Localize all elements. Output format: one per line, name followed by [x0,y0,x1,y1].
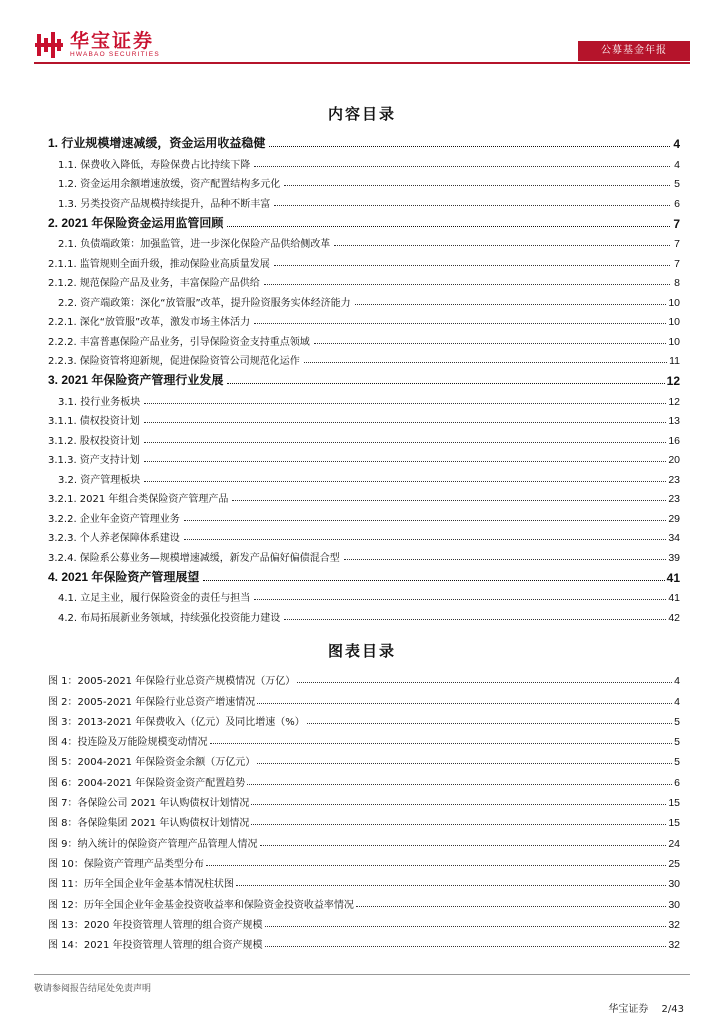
dot-leader [304,362,667,363]
dot-leader [257,763,672,764]
figure-entry-page: 24 [668,837,680,850]
toc-subsection[interactable] [48,486,680,506]
dot-leader [144,461,667,462]
toc-chapter-label: 3. 2021 年保险资产管理行业发展 [48,373,224,387]
dot-leader [356,906,666,907]
toc-section-label: 3.2. 资产管理板块 [58,474,141,486]
toc-subsection[interactable] [48,505,680,525]
dot-leader [144,481,666,482]
dot-leader [203,580,664,581]
dot-leader [260,845,667,846]
toc-section[interactable] [48,190,680,210]
toc-subsection-label: 3.1.1. 债权投资计划 [48,416,140,427]
toc-subsection-label: 2.2.3. 保险资管将迎新规，促进保险资管公司规范化运作 [48,356,300,367]
toc-subsection-label: 3.2.4. 保险系公募业务—规模增速减缓，新发产品偏好偏债混合型 [48,552,340,564]
figure-entry-label: 图 6：2004-2021 年保险资金资产配置趋势 [48,777,246,789]
toc-chapter[interactable] [48,564,680,585]
toc-subsection-label: 3.2.1. 2021 年组合类保险资产管理产品 [48,494,229,505]
toc-subsection[interactable] [48,348,680,368]
dot-leader [236,885,666,886]
toc-section-label: 1.2. 资金运用余额增速放缓，资产配置结构多元化 [58,179,281,190]
footer-divider [34,974,690,975]
dot-leader [274,205,670,206]
toc-section[interactable] [48,151,680,171]
figure-entry-page: 4 [674,695,680,708]
toc-chapter-label: 4. 2021 年保险资产管理展望 [48,569,200,584]
toc-section-page: 5 [674,178,680,190]
figure-entry[interactable] [48,890,680,910]
dot-leader [334,245,670,246]
toc-section-page: 42 [668,611,680,624]
toc-section[interactable] [48,604,680,624]
header-divider [34,62,690,64]
toc-section[interactable] [48,466,680,486]
dot-leader [251,804,666,805]
dot-leader [269,146,670,147]
toc-subsection-label: 2.1.2. 规范保险产品及业务，丰富保险产品供给 [48,278,260,289]
toc-section-page: 41 [668,592,680,604]
figure-entry-label: 图 1：2005-2021 年保险行业总资产规模情况（万亿） [48,676,296,688]
figure-entry-label: 图 2：2005-2021 年保险行业总资产增速情况 [48,696,256,708]
toc-chapter-label: 2. 2021 年保险资金运用监管回顾 [48,215,224,230]
toc-subsection-page: 34 [668,532,680,544]
toc-subsection-label: 2.1.1. 监管规则全面升级，推动保险业高质量发展 [48,258,270,270]
figure-entry-page: 6 [674,776,680,789]
toc-section-label: 2.2. 资产端政策：深化“放管服”改革，提升险资服务实体经济能力 [58,297,351,309]
toc-section[interactable] [48,289,680,309]
toc-subsection-page: 39 [668,551,680,564]
toc-subsection-label: 2.2.2. 丰富普惠保险产品业务，引导保险资金支持重点领域 [48,336,310,348]
page-number: 2/43 [661,1004,684,1015]
toc-section-page: 4 [674,158,680,171]
figure-entry-label: 图 5：2004-2021 年保险资金余额（万亿元） [48,757,256,769]
dot-leader [184,539,667,540]
dot-leader [344,559,667,560]
figure-entry-label: 图 4：投连险及万能险规模变动情况 [48,737,208,749]
toc-section-page: 7 [674,238,680,250]
figure-entry[interactable] [48,870,680,890]
toc-section-page: 12 [668,395,680,408]
toc-subsection-page: 13 [668,415,680,427]
dot-leader [144,442,667,443]
dot-leader [297,682,672,683]
figure-entry-label: 图 14：2021 年投资管理人管理的组合资产规模 [48,940,263,952]
dot-leader [265,926,667,927]
toc-subsection-page: 10 [668,335,680,348]
toc-subsection-page: 7 [674,257,680,270]
brand-name-cn: 华宝证券 [70,30,155,52]
figure-entry[interactable] [48,911,680,931]
toc-section-label: 3.1. 投行业务板块 [58,396,141,408]
toc-chapter[interactable] [48,210,680,231]
footer-brand: 华宝证券 [608,1004,649,1015]
figure-entry[interactable] [48,931,680,951]
brand-logo [34,30,160,60]
figure-entry[interactable] [48,708,680,728]
toc-subsection-page: 23 [668,493,680,505]
figure-entry-label: 图 12：历年全国企业年金基金投资收益率和保险资金投资收益率情况 [48,899,354,911]
dot-leader [247,784,672,785]
figure-entry[interactable] [48,850,680,870]
figure-entry-page: 5 [674,736,680,749]
dot-leader [314,343,667,344]
toc-subsection-label: 3.1.3. 资产支持计划 [48,455,140,466]
toc-subsection-label: 3.2.2. 企业年金资产管理业务 [48,513,180,525]
toc-section[interactable] [48,585,680,605]
figure-entry-page: 32 [668,939,680,952]
toc-subsection-label: 3.2.3. 个人养老保障体系建设 [48,533,180,544]
dot-leader [265,946,667,947]
dot-leader [227,226,670,227]
dot-leader [254,599,666,600]
toc-section-label: 1.1. 保费收入降低，寿险保费占比持续下降 [58,159,251,171]
figure-entry[interactable] [48,829,680,849]
dot-leader [355,304,667,305]
page-header [0,0,724,70]
toc-section-label: 2.1. 负债端政策：加强监管，进一步深化保险产品供给侧改革 [58,239,331,250]
toc-subsection[interactable] [48,270,680,290]
dot-leader [257,703,672,704]
figure-entry-page: 32 [668,918,680,931]
toc-subsection[interactable] [48,309,680,329]
figure-entry-label: 图 13：2020 年投资管理人管理的组合资产规模 [48,919,263,931]
figure-entry[interactable] [48,687,680,707]
figure-entry-page: 4 [674,675,680,688]
toc-section-page: 10 [668,296,680,309]
figure-entry-page: 25 [668,857,680,870]
toc-subsection[interactable] [48,427,680,447]
toc-section-page: 6 [674,197,680,210]
toc-section[interactable] [48,388,680,408]
toc-chapter-page: 41 [666,570,680,585]
figure-entry[interactable] [48,667,680,687]
dot-leader [144,403,666,404]
disclaimer-note: 敬请参阅报告结尾处免责声明 [34,984,152,994]
dot-leader [274,265,670,266]
dot-leader [210,743,673,744]
figure-entry-page: 30 [668,898,680,911]
figure-list-title: 图表目录 [327,642,396,660]
toc-subsection-label: 3.1.2. 股权投资计划 [48,435,140,447]
figure-entry[interactable] [48,748,680,768]
figure-entry-page: 15 [668,817,680,830]
toc-chapter[interactable] [48,367,680,388]
figure-entry-page: 30 [668,878,680,891]
table-of-contents [48,130,680,624]
report-type-badge: 公募基金年报 [578,41,690,61]
dot-leader [284,619,666,620]
toc-subsection-page: 16 [668,434,680,447]
toc-chapter-page: 7 [673,216,680,231]
toc-section-label: 4.1. 立足主业，履行保险资金的责任与担当 [58,593,251,604]
toc-subsection[interactable] [48,525,680,545]
dot-leader [254,323,666,324]
toc-section[interactable] [48,171,680,191]
figure-entry-page: 5 [674,756,680,769]
toc-section[interactable] [48,231,680,251]
dot-leader [227,383,664,384]
figure-entry[interactable] [48,768,680,788]
figure-entry-label: 图 10：保险资产管理产品类型分布 [48,858,204,870]
toc-chapter-label: 1. 行业规模增速减缓，资金运用收益稳健 [48,136,266,150]
dot-leader [232,500,666,501]
toc-subsection-page: 20 [668,454,680,466]
toc-subsection-page: 11 [669,355,680,367]
toc-section-page: 23 [668,473,680,486]
dot-leader [264,284,670,285]
toc-chapter-page: 4 [673,137,680,151]
toc-subsection[interactable] [48,250,680,270]
toc-subsection[interactable] [48,544,680,564]
figure-entry-page: 15 [668,797,680,810]
toc-section-label: 1.3. 另类投资产品规模持续提升，品种不断丰富 [58,198,271,210]
dot-leader [206,865,666,866]
toc-title: 内容目录 [327,105,396,123]
toc-subsection-page: 8 [674,277,680,289]
toc-subsection-page: 10 [668,316,680,328]
dot-leader [284,185,670,186]
toc-subsection[interactable] [48,328,680,348]
figure-entry-label: 图 9：纳入统计的保险资产管理产品管理人情况 [48,838,258,850]
figure-entry-label: 图 3：2013-2021 年保费收入（亿元）及同比增速（%） [48,716,305,728]
figure-list [48,667,680,951]
toc-subsection[interactable] [48,447,680,467]
dot-leader [251,824,666,825]
toc-subsection[interactable] [48,408,680,428]
figure-entry-page: 5 [674,715,680,728]
dot-leader [144,422,667,423]
figure-entry[interactable] [48,728,680,748]
toc-chapter[interactable] [48,130,680,151]
brand-name-en: HWABAO SECURITIES [70,51,160,58]
figure-entry-label: 图 7：各保险公司 2021 年认购债权计划情况 [48,798,250,810]
dot-leader [307,723,672,724]
dot-leader [184,520,667,521]
figure-entry-label: 图 8：各保险集团 2021 年认购债权计划情况 [48,818,250,830]
toc-subsection-page: 29 [668,512,680,525]
figure-entry[interactable] [48,809,680,829]
page-footer [598,1000,684,1015]
figure-entry[interactable] [48,789,680,809]
toc-subsection-label: 2.2.1. 深化“放管服”改革，激发市场主体活力 [48,317,251,328]
figure-entry-label: 图 11：历年全国企业年金基本情况柱状图 [48,879,234,891]
toc-section-label: 4.2. 布局拓展新业务领域，持续强化投资能力建设 [58,612,281,624]
toc-chapter-page: 12 [666,374,680,388]
brand-logo-icon [34,30,64,60]
dot-leader [254,166,670,167]
